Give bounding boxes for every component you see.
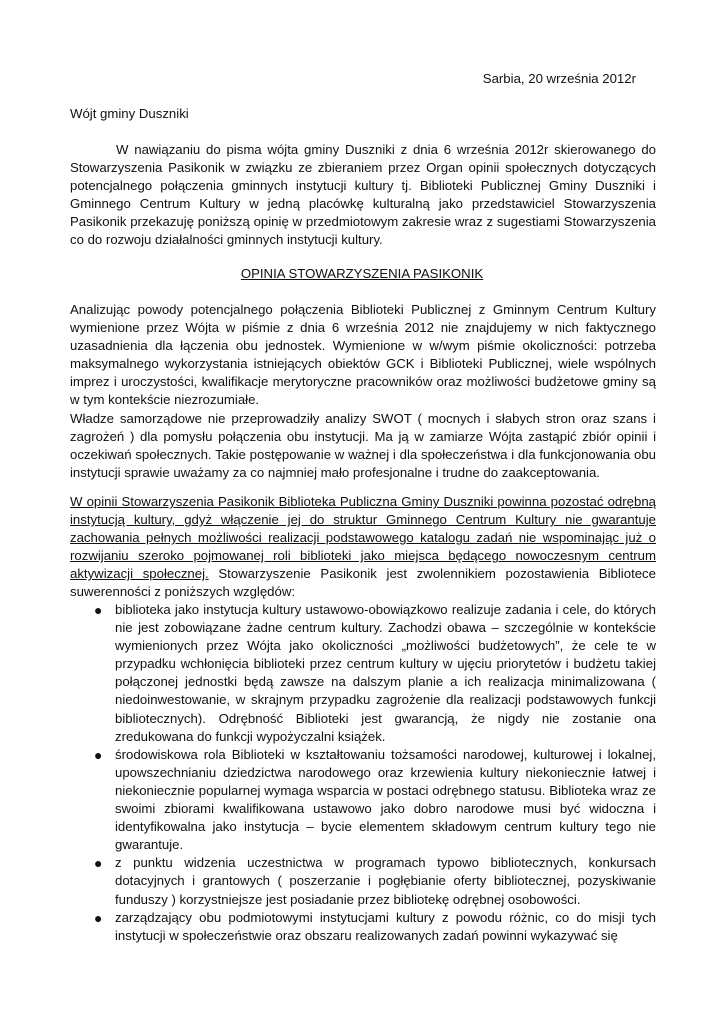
analysis-paragraph-2: Władze samorządowe nie przeprowadziły analizy SWOT ( mocnych i słabych stron oraz szans i zagrożeń ) dla pomysłu połączenia obu instytucji. Ma ją w zamiarze Wójta zastąpić zbiór opinii i oczekiwań społecznych. Takie postępowanie w ważnej i dla społeczeństwa i dla funkcjonowania obu instytucji sprawie uważamy za co najmniej mało profesjonalne i trudne do zaakceptowania. — [70, 410, 656, 480]
list-item — [70, 601, 656, 746]
analysis-section — [70, 301, 656, 482]
reasons-list — [70, 601, 656, 945]
bullet-icon: ● — [94, 855, 103, 872]
list-item-text: biblioteka jako instytucja kultury ustawowo-obowiązkowo realizuje zadania i cele, do których nie jest zobowiązane żadne centrum kultury. Zachodzi obawa – szczególnie w kontekście wymienionych przez Wójta jako okoliczności „możliwości budżetowych”, że cele te w przypadku wchłonięcia biblioteki przez centrum kultury w ujęciu priorytetów i budżetu takiej połączonej jednostki będą zawsze na dalszym planie a ich realizacja minimalizowana ( niedoinwestowanie, w skrajnym przypadku zagrożenie dla realizacji podstawowych funkcji bibliotecznych). Odrębność Biblioteki jest gwarancją, że nigdy nie zostanie ona zredukowana do funkcji wypożyczalni książek. — [115, 602, 656, 744]
list-item — [70, 854, 656, 908]
list-item-text: z punktu widzenia uczestnictwa w programach typowo bibliotecznych, konkursach dotacyjnych i grantowych ( poszerzanie i pogłębianie oferty bibliotecznej, pozyskiwanie funduszy ) korzystniejsze jest posiadanie przez bibliotekę odrębnej osobowości. — [115, 855, 656, 907]
list-item-text: zarządzający obu podmiotowymi instytucjami kultury z powodu różnic, co do misji tych instytucji w społeczeństwie oraz obszaru realizowanych zadań powinni wykazywać się — [115, 909, 656, 943]
list-item — [70, 909, 656, 945]
analysis-paragraph-1: Analizując powody potencjalnego połączenia Biblioteki Publicznej z Gminnym Centrum Kultury wymienione przez Wójta w piśmie z dnia 6 września 2012 nie znajdujemy w nich faktycznego uzasadnienia dla łączenia obu jednostek. Wymienione w w/wym piśmie okoliczności: potrzeba maksymalnego wykorzystania istniejących obiektów GCK i Biblioteki Publicznej, wiele wspólnych imprez i uroczystości, kwalifikacje merytoryczne pracowników oraz możliwości budżetowe gminy są w tym kontekście niezrozumiałe. — [70, 302, 656, 408]
place-date: Sarbia, 20 września 2012r — [482, 71, 636, 86]
bullet-icon: ● — [94, 909, 103, 926]
bullet-icon: ● — [94, 746, 103, 763]
addressee: Wójt gminy Duszniki — [70, 106, 189, 121]
intro-paragraph: W nawiązaniu do pisma wójta gminy Duszniki z dnia 6 września 2012r skierowanego do Stowarzyszenia Pasikonik w związku ze zbieraniem przez Organ opinii społecznych dotyczących potencjalnego połączenia gminnych instytucji kultury tj. Biblioteki Publicznej Gminy Duszniki i Gminnego Centrum Kultury w jedną placówkę kulturalną jako przedstawiciel Stowarzyszenia Pasikonik przekazuję poniższą opinię w przedmiotowym zakresie wraz z sugestiami Stowarzyszenia co do rozwoju działalności gminnych instytucji kultury. — [70, 142, 656, 248]
opinion-rest-text: Stowarzyszenie Pasikonik jest zwolennikiem pozostawienia Bibliotece suwerenności z poniższych względów: — [70, 566, 656, 600]
bullet-icon: ● — [94, 602, 103, 618]
list-item-text: środowiskowa rola Biblioteki w kształtowaniu tożsamości narodowej, kulturowej i lokalnej, upowszechnianiu dziedzictwa narodowego oraz krzewienia kultury niekoniecznie łatwej i niekoniecznie popularnej wymaga wsparcia w postaci odrębnego statusu. Biblioteka wraz ze swoimi zbiorami kwalifikowana ustawowo jako dobro narodowe musi być widoczna i identyfikowalna jako instytucja – bycie elementem składowym centrum kultury tego nie gwarantuje. — [115, 746, 656, 853]
list-item — [70, 746, 656, 855]
opinion-underlined-text: W opinii Stowarzyszenia Pasikonik Biblioteka Publiczna Gminy Duszniki powinna pozostać odrębną instytucją kultury, gdyż włączenie jej do struktur Gminnego Centrum Kultury nie gwarantuje zachowania pełnych możliwości realizacji podstawowego katalogu zadań nie wspominając już o rozwijaniu szeroko pojmowanej roli biblioteki jako miejsca będącego nowoczesnym centrum aktywizacji społecznej. — [70, 494, 656, 582]
section-heading: OPINIA STOWARZYSZENIA PASIKONIK — [240, 266, 484, 281]
opinion-paragraph — [70, 493, 656, 602]
